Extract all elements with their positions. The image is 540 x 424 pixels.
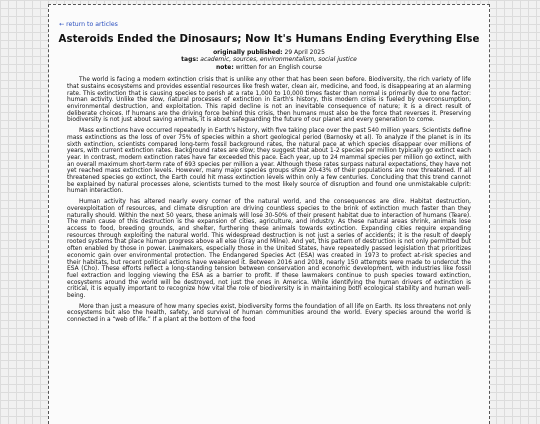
article-paragraph-3: Human activity has altered nearly every corner of the natural world, and the consequences are dire. Habitat destruction, overexploitation of resources, and climate disruption are driving countless species to the brink of extinction much faster than they naturally should. Within the next 50 years, these animals will lose 30-50% of their present habitat due to interaction of humans (Teare). The main cause of this destruction is the expansion of cities, agriculture, and industry. As these natural areas shrink, animals lose access to food, breeding grounds, and shelter, furthering these animals towards extinction. Expanding cities require expanding resources through exploiting the natural world. This widespread destruction is not just a series of accidents; it is the result of deeply rooted systems that place human progress above all else (Gray and Milne). And yet, this pattern of destruction is not only permitted but often enabled by those in power. Lawmakers, especially those in the United States, have repeatedly passed legislation that prioritizes economic gain over environmental protection. The Endangered Species Act (ESA) was created in 1973 to protect at-risk species and their habitats, but recent political actions have weakened it. Between 2016 and 2018, nearly 150 attempts were made to undercut the ESA (Cho). These efforts reflect a long-standing tension between conservation and economic development, with industries like fossil fuel extraction and logging viewing the ESA as a barrier to profit. If these lawmakers continue to push species toward extinction, ecosystems around the world will be destroyed, not just the ones in America. While identifying the human drivers of extinction is critical, it is equally important to recognize how vital the role of biodiversity is in maintaining both ecological stability and human well-being.	[67, 199, 471, 300]
tags-label: tags:	[181, 56, 199, 64]
note-label: note:	[216, 63, 234, 71]
published-label: originally published:	[213, 49, 283, 56]
note-value: written for an English course	[235, 63, 322, 71]
article-paragraph-4: More than just a measure of how many species exist, biodiversity forms the foundation of all life on Earth. Its loss threatens not only ecosystems but also the health, safety, and survival of human communities around the world. Every species around the world is connected in a “web of life.” If a plant at the bottom of the food	[67, 303, 471, 324]
article-paragraph-2: Mass extinctions have occurred repeatedly in Earth's history, with five taking place over the past 540 million years. Scientists define mass extinctions as the loss of over 75% of species within a short geological period (Barnosky et al). To analyze if the planet is in its sixth extinction, scientists compared long-term fossil background rates, the natural pace at which species disappear over millions of years, with current extinction rates. Background rates are slow; they suggest that about 1-2 species per million typically go extinct each year. In contrast, modern extinction rates have far exceeded this pace. Each year, up to 24 mammal species per million go extinct, with an overall maximum short-term rate of 693 species per million a year. Although these rates surpass natural expectations, they have not yet reached mass extinction levels. However, many major species groups show 20-43% of their populations are now threatened. If all threatened species go extinct, the Earth could hit mass extinction levels within only a few centuries. Concluding that this trend cannot be explained by natural processes alone, scientists turned to the most likely source of disruption and found one unmistakable culprit: human interaction.	[67, 128, 471, 195]
article-body	[57, 77, 481, 324]
return-to-articles-link[interactable]: ← return to articles	[59, 21, 118, 28]
article-meta	[57, 49, 481, 71]
meta-note	[57, 64, 481, 71]
article-paragraph-1: The world is facing a modern extinction crisis that is unlike any other that has been seen before. Biodiversity, the rich variety of life that sustains ecosystems and provides essential resources like fresh water, clean air, medicine, and food, is disappearing at an alarming rate. This extinction that is causing species to perish at a rate 1,000 to 10,000 times faster than normal is primarily due to one factor: human activity. Unlike the slow, natural processes of extinction in Earth's history, this modern crisis is fueled by overconsumption, environmental destruction, and exploitation. This rapid decline is not an inevitable consequence of nature; it is a direct result of deliberate choices. If humans are the driving force behind this crisis, then humans must also be the force that reverses it. Preserving biodiversity is not just about saving animals, it is about safeguarding the future of our planet and every generation to come.	[67, 77, 471, 124]
meta-tags	[57, 56, 481, 63]
article-page	[48, 4, 490, 424]
published-value: 29 April 2025	[284, 49, 325, 56]
meta-published	[57, 49, 481, 56]
article-title: Asteroids Ended the Dinosaurs; Now It's Humans Ending Everything Else	[58, 34, 480, 45]
tags-value: academic, sources, environmentalism, social justice	[200, 56, 357, 64]
